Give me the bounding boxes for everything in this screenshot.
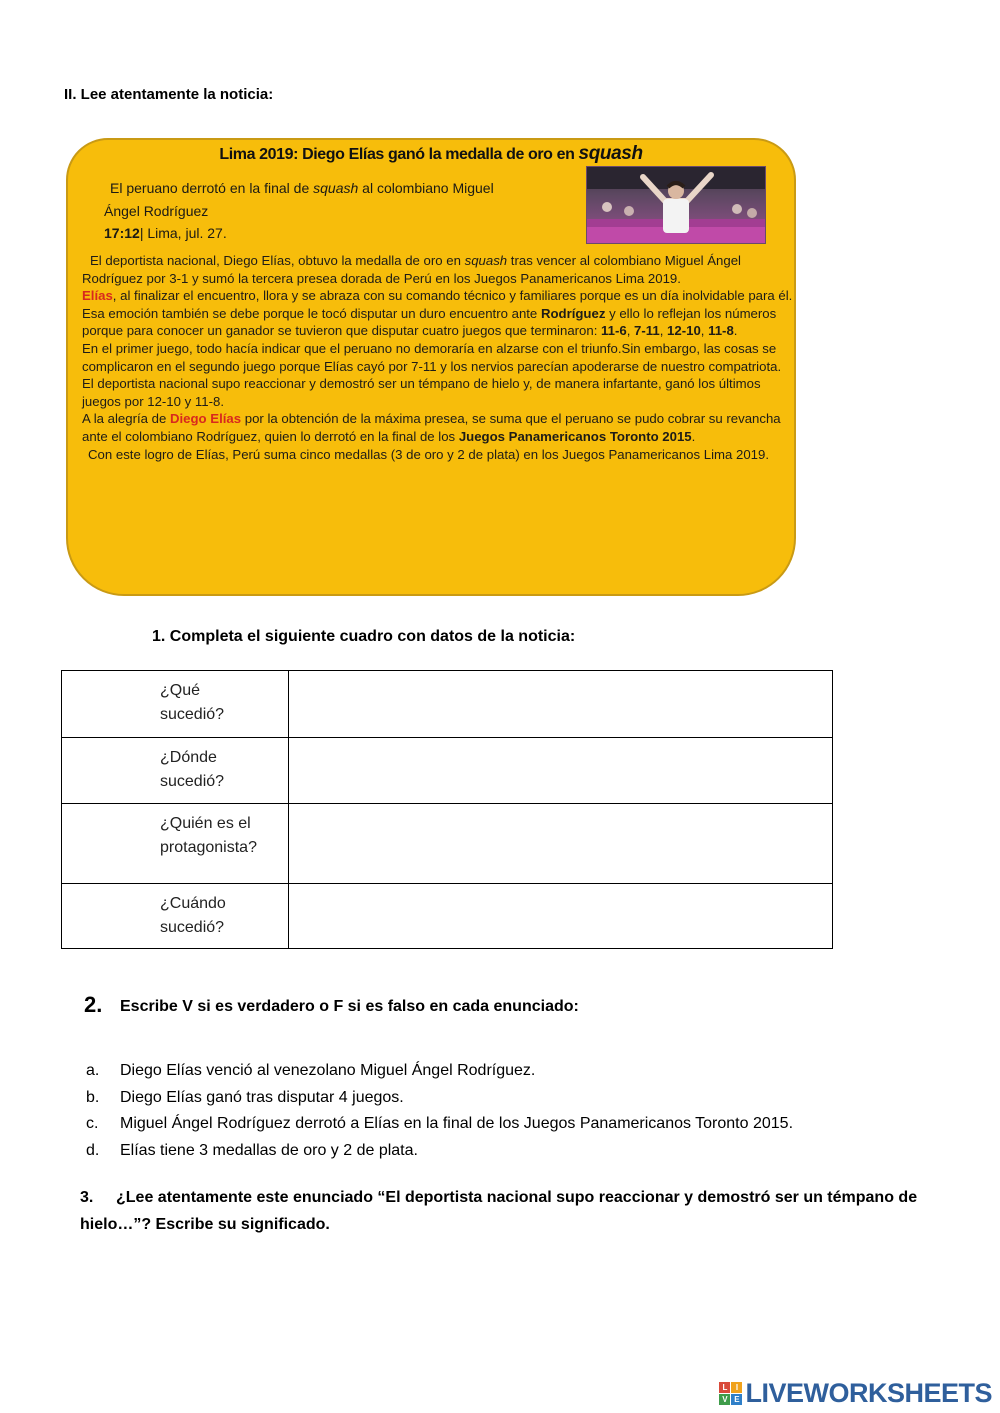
news-paragraph-2: Elías, al finalizar el encuentro, llora y se abraza con su comando técnico y familiares porque es un día inolvidable para él. Esa emoción también se debe porque le tocó disputar un duro encuentro ante Rodríguez y ello lo reflejan los números porque para conocer un ganador se tuvieron que disputar cuatro juegos que terminaron: 11-6, 7-11, 12-10, 11-8. <box>82 288 793 339</box>
answer-cell-cuando[interactable] <box>289 884 833 949</box>
table-row <box>62 738 833 804</box>
news-subtitle-line2: Ángel Rodríguez <box>104 203 209 219</box>
section-heading: II. Lee atentamente la noticia: <box>64 86 274 103</box>
question-2: Escribe V si es verdadero o F si es falso en cada enunciado: <box>120 998 579 1015</box>
news-headline: Lima 2019: Diego Elías ganó la medalla de oro en squash <box>219 143 643 164</box>
news-article-box <box>66 138 796 596</box>
answer-cell-que[interactable] <box>289 671 833 738</box>
answer-cell-donde[interactable] <box>289 738 833 804</box>
athlete-photo <box>586 166 766 244</box>
table-label-cell: ¿Qué sucedió? <box>62 671 289 738</box>
news-dateline: 17:12| Lima, jul. 27. <box>104 225 227 241</box>
table-row <box>62 804 833 884</box>
news-data-table <box>61 670 833 949</box>
table-label-cell: ¿Dónde sucedió? <box>62 738 289 804</box>
news-paragraph-6: Con este logro de Elías, Perú suma cinco medallas (3 de oro y 2 de plata) en los Juegos Panamericanos Lima 2019. <box>88 446 770 462</box>
list-item[interactable]: a. Diego Elías venció al venezolano Miguel Ángel Rodríguez. <box>86 1062 536 1079</box>
liveworksheets-logo <box>719 1378 992 1409</box>
question-1: 1. Completa el siguiente cuadro con datos de la noticia: <box>152 628 576 645</box>
news-body <box>82 252 794 463</box>
question-2-number: 2. <box>84 992 103 1017</box>
list-item[interactable]: b. Diego Elías ganó tras disputar 4 juegos. <box>86 1088 404 1106</box>
news-paragraph-4: El deportista nacional supo reaccionar y demostró ser un témpano de hielo y, de manera infartante, ganó los últimos juegos por 12-10 y 11-8. <box>82 376 761 409</box>
news-paragraph-5: A la alegría de Diego Elías por la obtención de la máxima presea, se suma que el peruano se pudo cobrar su revancha ante el colombiano Rodríguez, quien lo derrotó en la final de los Juegos Panamericanos Toronto 2015. <box>82 411 781 444</box>
logo-grid-icon: L I V E <box>719 1382 742 1405</box>
list-item[interactable]: c. Miguel Ángel Rodríguez derrotó a Elías en la final de los Juegos Panamericanos Toronto 2015. <box>86 1115 794 1132</box>
table-row <box>62 884 833 949</box>
question-3: 3. ¿Lee atentamente este enunciado “El deportista nacional supo reaccionar y demostró ser un témpano de hielo…”? Escribe su significado. <box>80 1189 918 1233</box>
news-paragraph-3: En el primer juego, todo hacía indicar que el peruano no demoraría en alzarse con el triunfo.Sin embargo, las cosas se complicaron en el segundo juego porque Elías cayó por 7-11 y los nervios parecían apoderarse de nuestro compatriota. <box>82 340 782 374</box>
news-paragraph-1: El deportista nacional, Diego Elías, obtuvo la medalla de oro en squash tras vencer al colombiano Miguel Ángel Rodríguez por 3-1 y sumó la tercera presea dorada de Perú en los Juegos Panamericanos Lima 2019. <box>82 253 741 286</box>
news-subtitle-line1: El peruano derrotó en la final de squash al colombiano Miguel <box>110 180 494 196</box>
athlete-celebrating-illustration <box>587 167 765 243</box>
answer-cell-quien[interactable] <box>289 804 833 884</box>
table-label-cell: ¿Quién es el protagonista? <box>62 804 289 884</box>
table-row <box>62 671 833 738</box>
table-label-cell: ¿Cuándo sucedió? <box>62 884 289 949</box>
list-item[interactable]: d. Elías tiene 3 medallas de oro y 2 de plata. <box>86 1141 418 1159</box>
logo-text: LIVEWORKSHEETS <box>745 1378 992 1408</box>
statement-list <box>86 1058 793 1164</box>
